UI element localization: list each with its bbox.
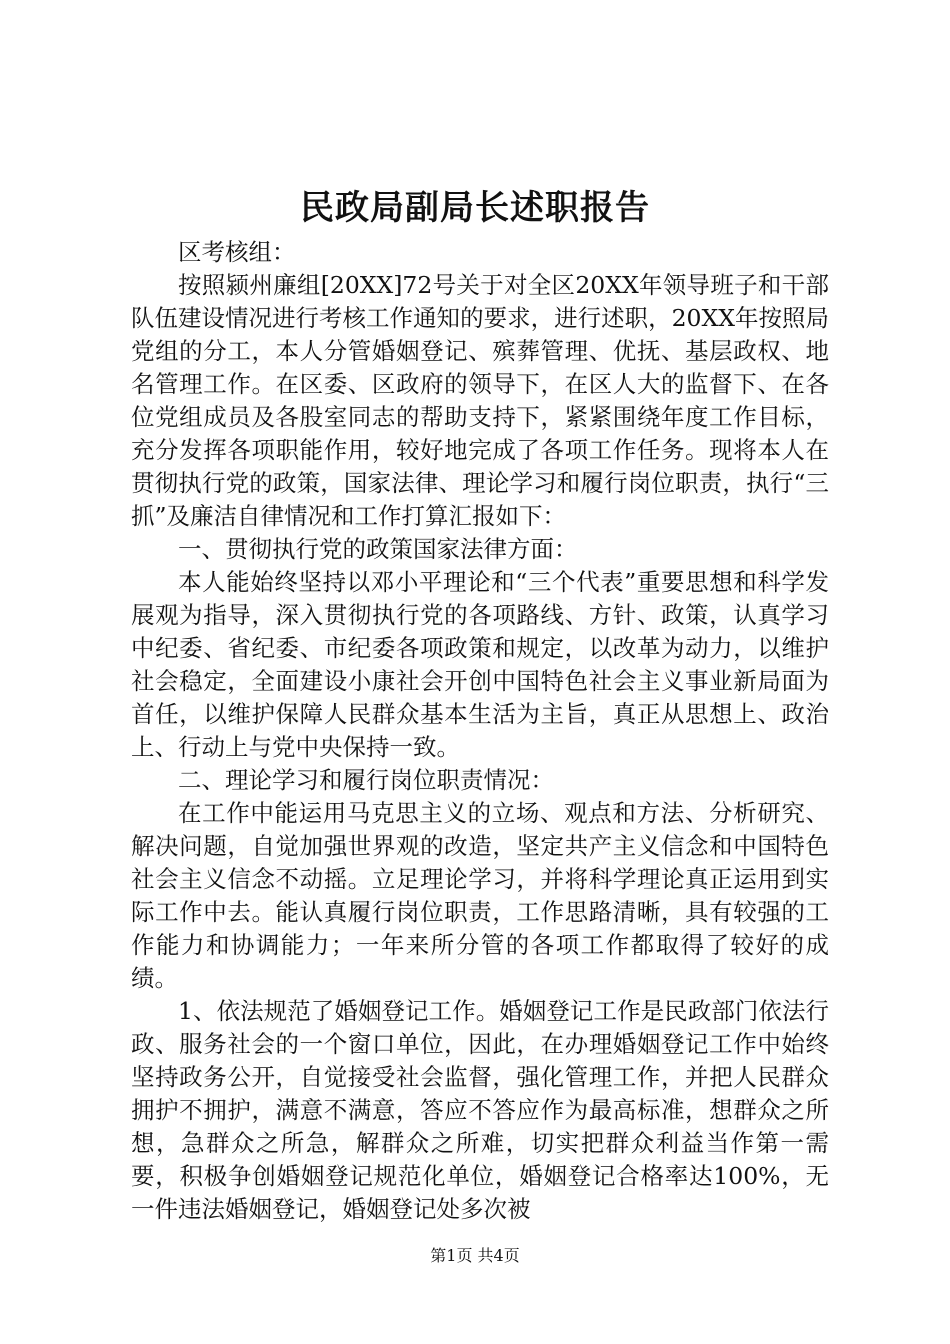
salutation: 区考核组： — [178, 238, 296, 266]
section-1-paragraph: 本人能始终坚持以邓小平理论和“三个代表”重要思想和科学发展观为指导，深入贯彻执行党的各项路线、方针、政策，认真学习中纪委、省纪委、市纪委各项政策和规定，以改革为动力，以维护社会稳定，全面建设小康社会开创中国特色社会主义事业新局面为首任，以维护保障人民群众基本生活为主旨，真正从思想上、政治上、行动上与党中央保持一致。 — [131, 568, 829, 761]
document-body — [131, 236, 829, 1226]
document-title: 民政局副局长述职报告 — [300, 188, 650, 228]
item-1-paragraph: 1、依法规范了婚姻登记工作。婚姻登记工作是民政部门依法行政、服务社会的一个窗口单位，因此，在办理婚姻登记工作中始终坚持政务公开，自觉接受社会监督，强化管理工作，并把人民群众拥护不拥护，满意不满意，答应不答应作为最高标准，想群众之所想，急群众之所急，解群众之所难，切实把群众利益当作第一需要，积极争创婚姻登记规范化单位，婚姻登记合格率达100%，无一件违法婚姻登记，婚姻登记处多次被 — [131, 997, 829, 1223]
section-heading-2: 二、理论学习和履行岗位职责情况： — [178, 766, 554, 794]
section-heading-1: 一、贯彻执行党的政策国家法律方面： — [178, 535, 578, 563]
page-footer: 第1页 共4页 — [430, 1246, 520, 1265]
intro-paragraph: 按照颍州廉组[20XX]72号关于对全区20XX年领导班子和干部队伍建设情况进行考核工作通知的要求，进行述职，20XX年按照局党组的分工，本人分管婚姻登记、殡葬管理、优抚、基层政权、地名管理工作。在区委、区政府的领导下，在区人大的监督下、在各位党组成员及各股室同志的帮助支持下，紧紧围绕年度工作目标，充分发挥各项职能作用，较好地完成了各项工作任务。现将本人在贯彻执行党的政策，国家法律、理论学习和履行岗位职责，执行“三抓”及廉洁自律情况和工作打算汇报如下： — [131, 271, 829, 530]
section-2-paragraph: 在工作中能运用马克思主义的立场、观点和方法、分析研究、解决问题，自觉加强世界观的改造，坚定共产主义信念和中国特色社会主义信念不动摇。立足理论学习，并将科学理论真正运用到实际工作中去。能认真履行岗位职责，工作思路清晰，具有较强的工作能力和协调能力；一年来所分管的各项工作都取得了较好的成绩。 — [131, 799, 829, 992]
